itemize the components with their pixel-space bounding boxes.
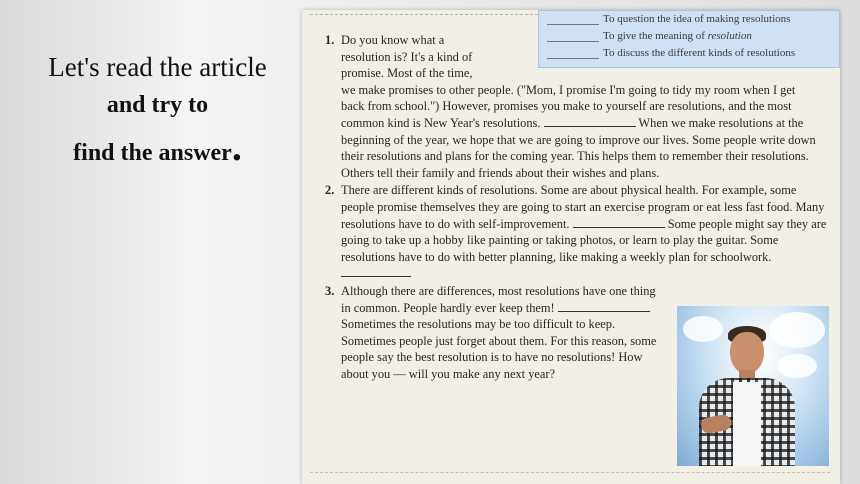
textbook-page — [302, 10, 840, 484]
answer-blank-2[interactable] — [573, 216, 665, 228]
instruction-line-3-text: find the answer — [73, 140, 232, 166]
paragraph-1-number: 1. — [325, 33, 335, 47]
paragraph-1 — [317, 32, 821, 181]
thought-cloud — [769, 312, 825, 348]
answer-blank-1[interactable] — [544, 115, 636, 127]
answer-blank-3[interactable] — [341, 265, 411, 277]
instruction-line-2: and try to — [106, 92, 209, 118]
option-2-text-italic: resolution — [707, 30, 752, 42]
head — [730, 332, 764, 374]
smiling-man-photo — [677, 306, 829, 466]
paragraph-2-text-a: There are different kinds of resolutions. Some are about physical health. For example, some people promise themselves they are going to start an exercise program or eat less fast food. Many resolutions have to do with self-improvement. — [341, 183, 825, 231]
thought-cloud — [683, 316, 723, 342]
option-1-text: To question the idea of making resolutions — [603, 13, 791, 25]
option-1 — [539, 11, 839, 28]
instruction-text — [0, 48, 315, 172]
page-top-divider — [310, 14, 538, 15]
paragraph-3-text-b: Sometimes the resolutions may be too difficult to keep. Sometimes people just forget about them. For this reason, some people say the best resolution is to have no resolutions! How about you — will you make any next year? — [341, 317, 657, 381]
paragraph-1-text-e: When we make resolutions at the beginning of the year, we hope that we are going to improve our lives. Some people write down their resolutions and plans for the coming year. This helps them to remember their resolutions. Others tell their family and friends about their wishes and plans. — [341, 115, 816, 180]
option-1-blank — [547, 24, 599, 25]
paragraph-1-text-d: we make promises to other people. ("Mom, I promise I'm going to tidy my room when I get back from school.") However, promises you make to yourself are resolutions, and the most common kind is New Year's resolutions. — [341, 82, 796, 130]
option-2-text-main: To give the meaning of — [603, 30, 708, 42]
paragraph-2-number: 2. — [325, 183, 335, 198]
paragraph-2-text-b: Some people might say they are going to take up a hobby like painting or taking photos, or learn to play the guitar. Some resolutions have to do with better planning, like making a weekly plan for schoolwork. — [341, 216, 827, 264]
paragraph-1-line-b: resolution is? It's a kind of — [341, 49, 473, 64]
page-bottom-divider — [310, 472, 830, 473]
paragraph-3-number: 3. — [325, 283, 335, 298]
instruction-period: . — [231, 124, 242, 169]
paragraph-3-text-a: Although there are differences, most resolutions have one thing in common. People hardly ever keep them! — [341, 283, 656, 315]
white-t-shirt — [733, 382, 761, 466]
option-3-text: To discuss the different kinds of resolutions — [603, 47, 796, 59]
paragraph-1-line-c: promise. Most of the time, — [341, 66, 473, 81]
paragraph-3 — [317, 283, 661, 383]
paragraph-1-line-a: Do you know what a — [341, 33, 445, 47]
paragraph-2 — [317, 182, 827, 282]
instruction-line-1: Let's read the article — [48, 52, 267, 82]
thought-cloud — [777, 354, 817, 378]
instruction-line-3 — [0, 124, 315, 172]
answer-blank-4[interactable] — [558, 300, 650, 312]
